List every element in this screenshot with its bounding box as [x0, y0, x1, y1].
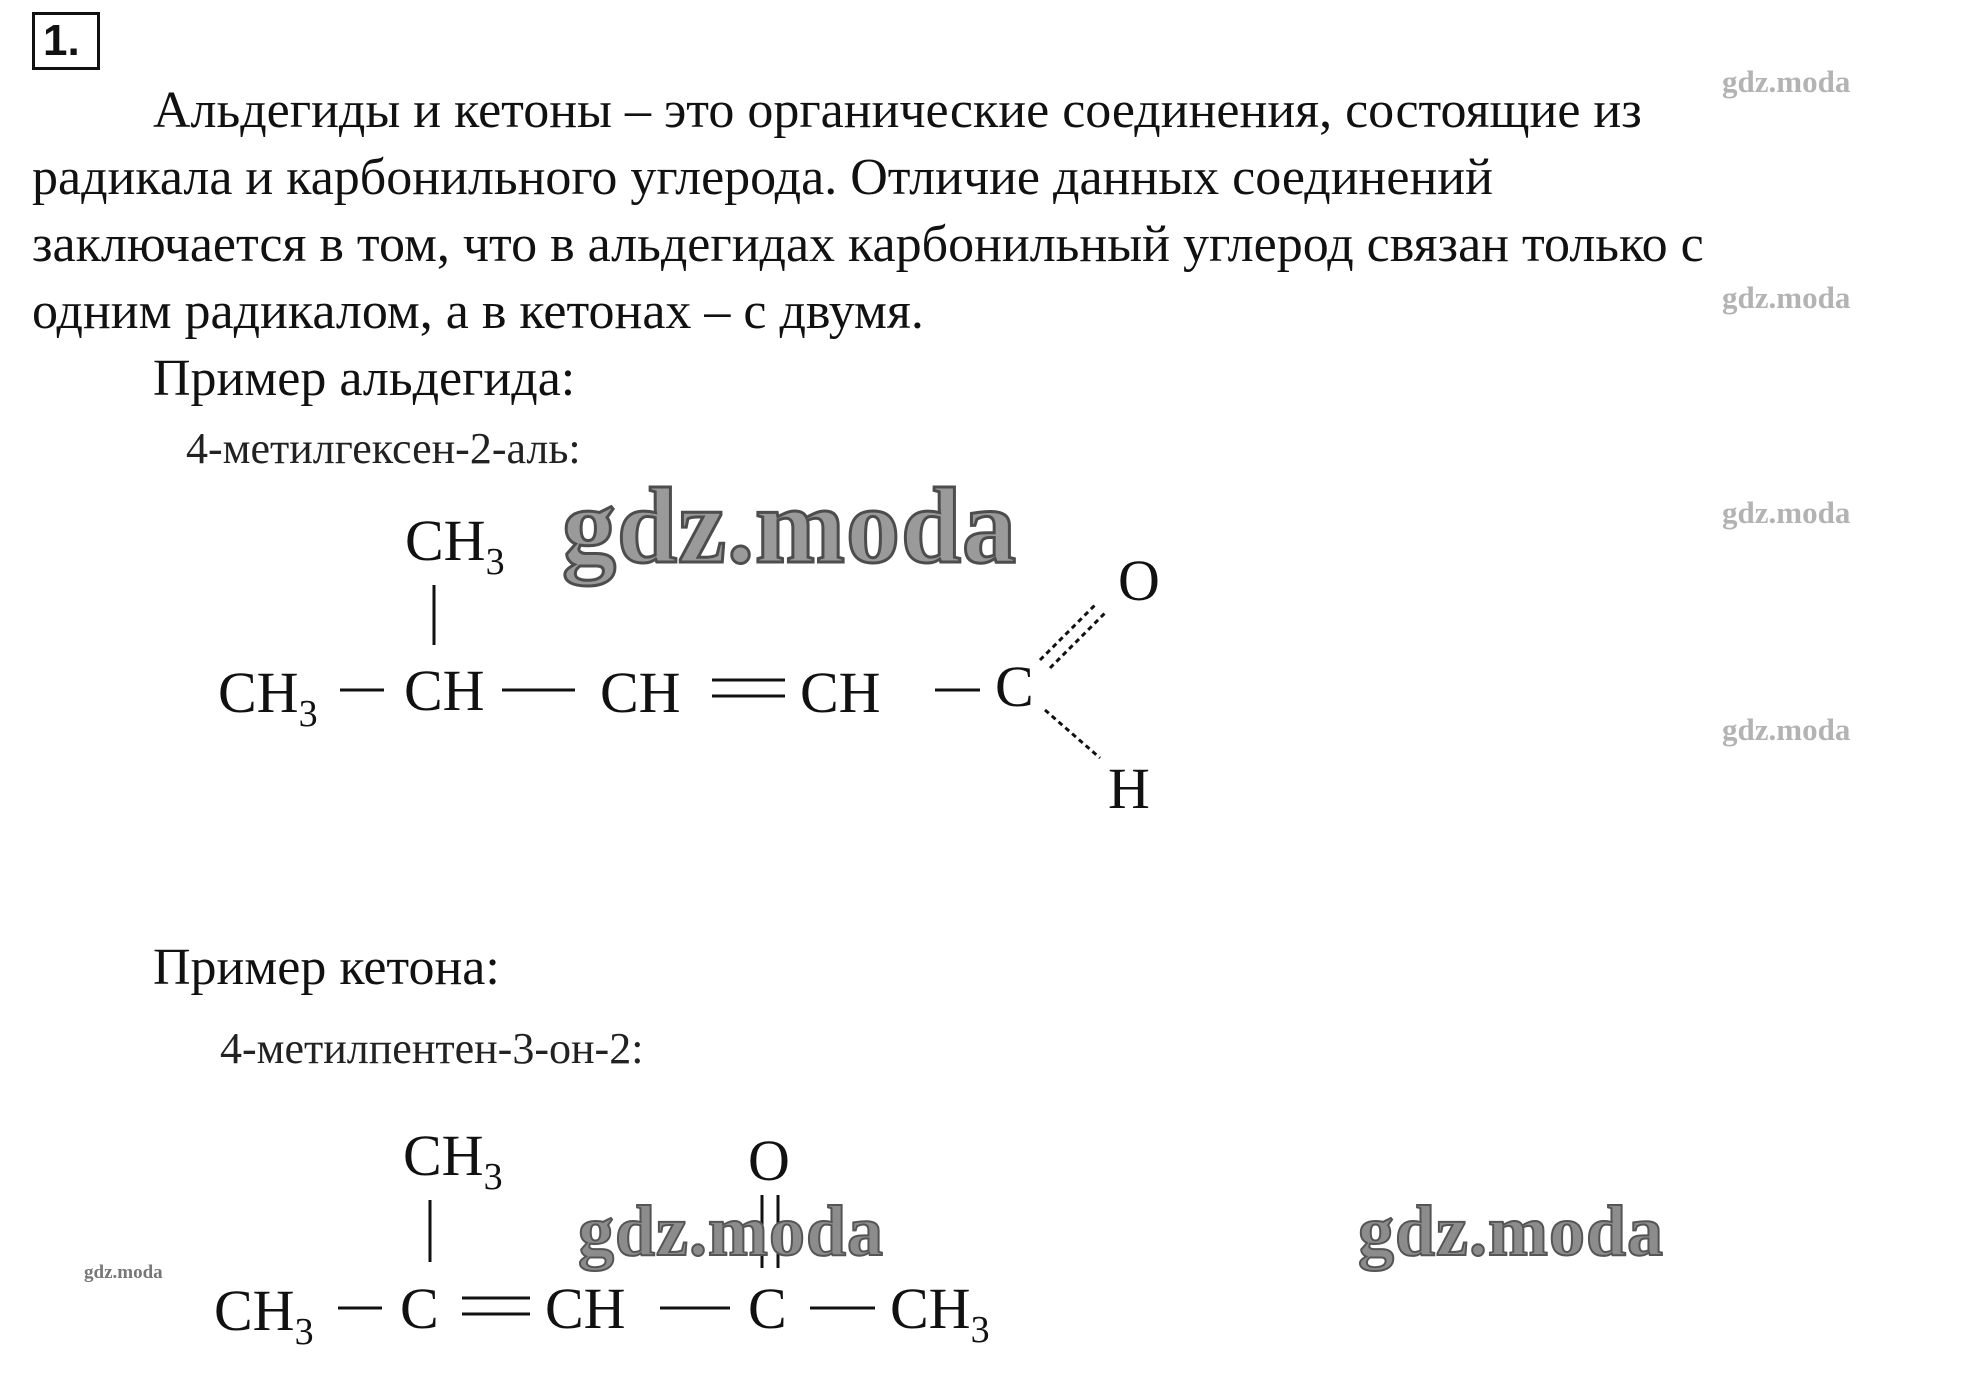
ketone-chain-start: $CH_3$: [214, 1278, 314, 1353]
aldehyde-atom-2: CH: [404, 658, 485, 723]
aldehyde-carbonyl-carbon: C: [995, 654, 1034, 719]
ketone-methyl-branch: $CH_3$: [403, 1123, 503, 1198]
paragraph-line-4: одним радикалом, а в кетонах – с двумя.: [32, 283, 924, 340]
aldehyde-chain-start: $CH_3$: [218, 660, 318, 735]
ketone-name: 4-метилпентен-3-он-2:: [220, 1024, 644, 1073]
paragraph-line-1: Альдегиды и кетоны – это органические соединения, состоящие из: [153, 82, 1642, 139]
ketone-atom-3: CH: [545, 1276, 626, 1341]
task-number: 1.: [32, 12, 100, 70]
ketone-chain-end: $CH_3$: [890, 1276, 990, 1351]
watermark: gdz.moda: [1358, 1191, 1665, 1271]
aldehyde-methyl-branch: $CH_3$: [405, 508, 505, 583]
aldehyde-atom-4: CH: [800, 660, 881, 725]
watermark: gdz.moda: [1722, 712, 1851, 747]
watermark: gdz.moda: [562, 467, 1018, 586]
ketone-heading: Пример кетона:: [153, 939, 500, 996]
aldehyde-oxygen: O: [1118, 548, 1160, 613]
ketone-carbonyl-carbon: C: [748, 1276, 787, 1341]
paragraph-line-3: заключается в том, что в альдегидах карбонильный углерод связан только с: [32, 216, 1704, 273]
aldehyde-heading: Пример альдегида:: [153, 350, 576, 407]
ketone-oxygen: O: [748, 1128, 790, 1193]
watermark: gdz.moda: [578, 1191, 885, 1271]
paragraph-line-2: радикала и карбонильного углерода. Отличие данных соединений: [32, 149, 1493, 206]
watermark: gdz.moda: [1722, 495, 1851, 530]
watermark: gdz.moda: [1722, 280, 1851, 315]
aldehyde-hydrogen: H: [1108, 756, 1150, 821]
watermark: gdz.moda: [84, 1262, 163, 1283]
watermark: gdz.moda: [1722, 64, 1851, 99]
ketone-atom-2: C: [400, 1276, 439, 1341]
aldehyde-atom-3: CH: [600, 660, 681, 725]
aldehyde-name: 4-метилгексен-2-аль:: [186, 424, 581, 473]
